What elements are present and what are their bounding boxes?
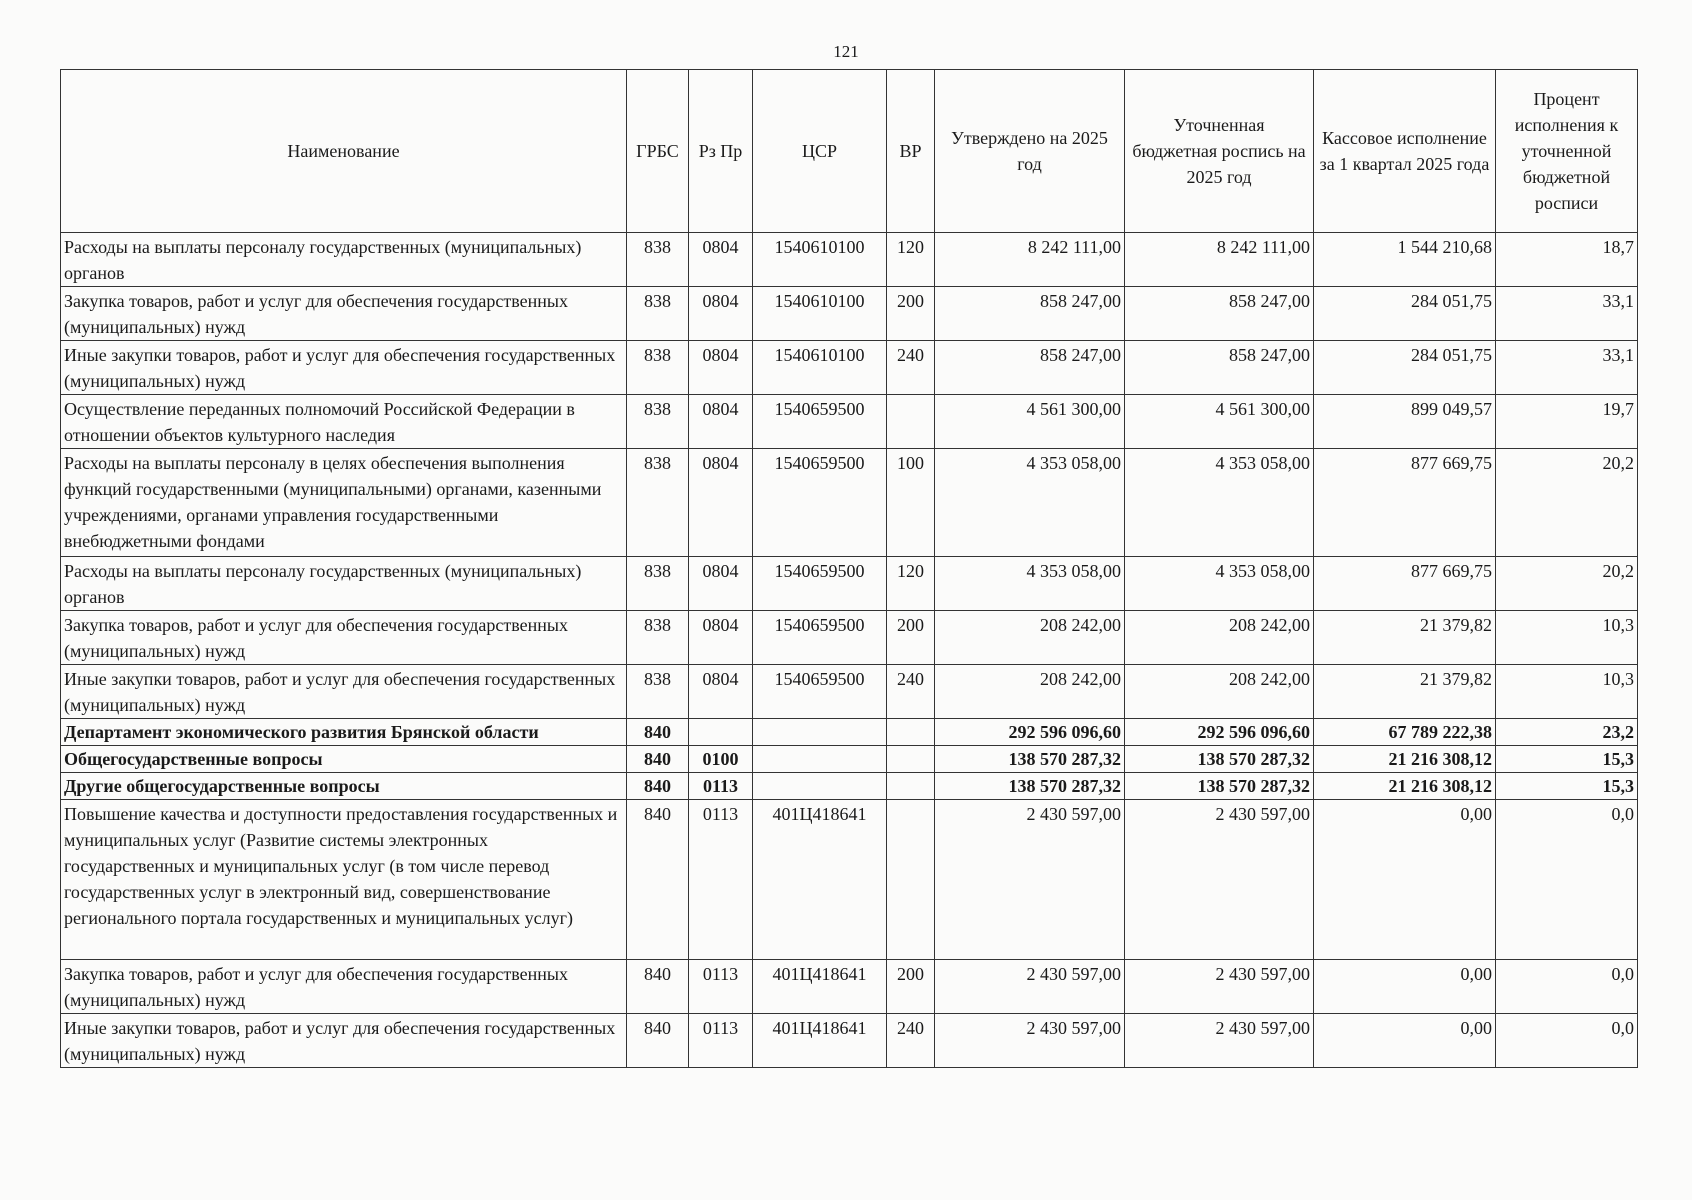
cell-approved: 4 353 058,00 xyxy=(935,557,1125,611)
cell-rzpr: 0113 xyxy=(689,773,753,800)
cell-rzpr xyxy=(689,719,753,746)
cell-vr: 200 xyxy=(887,960,935,1014)
header-percent: Процент исполнения к уточненной бюджетной росписи xyxy=(1496,70,1638,233)
cell-percent: 33,1 xyxy=(1496,287,1638,341)
header-csr: ЦСР xyxy=(753,70,887,233)
cell-refined: 2 430 597,00 xyxy=(1125,1014,1314,1068)
cell-rzpr: 0804 xyxy=(689,449,753,557)
cell-vr: 240 xyxy=(887,341,935,395)
cell-percent: 20,2 xyxy=(1496,449,1638,557)
table-row xyxy=(61,557,1638,611)
header-refined: Уточненная бюджетная роспись на 2025 год xyxy=(1125,70,1314,233)
cell-cash: 284 051,75 xyxy=(1314,341,1496,395)
cell-cash: 21 216 308,12 xyxy=(1314,746,1496,773)
cell-cash: 0,00 xyxy=(1314,1014,1496,1068)
cell-grbs: 840 xyxy=(627,719,689,746)
cell-cash: 21 379,82 xyxy=(1314,611,1496,665)
cell-rzpr: 0804 xyxy=(689,341,753,395)
cell-csr: 1540659500 xyxy=(753,449,887,557)
cell-approved: 292 596 096,60 xyxy=(935,719,1125,746)
cell-rzpr: 0804 xyxy=(689,287,753,341)
cell-cash: 21 379,82 xyxy=(1314,665,1496,719)
cell-name: Иные закупки товаров, работ и услуг для обеспечения государственных (муниципальных) нужд xyxy=(61,665,627,719)
cell-rzpr: 0804 xyxy=(689,611,753,665)
cell-refined: 2 430 597,00 xyxy=(1125,800,1314,960)
cell-name: Закупка товаров, работ и услуг для обеспечения государственных (муниципальных) нужд xyxy=(61,960,627,1014)
cell-vr: 200 xyxy=(887,287,935,341)
cell-refined: 138 570 287,32 xyxy=(1125,773,1314,800)
cell-grbs: 838 xyxy=(627,233,689,287)
cell-csr: 1540610100 xyxy=(753,233,887,287)
table-row xyxy=(61,449,1638,557)
cell-refined: 2 430 597,00 xyxy=(1125,960,1314,1014)
cell-rzpr: 0804 xyxy=(689,557,753,611)
cell-percent: 23,2 xyxy=(1496,719,1638,746)
cell-name: Закупка товаров, работ и услуг для обеспечения государственных (муниципальных) нужд xyxy=(61,611,627,665)
cell-rzpr: 0804 xyxy=(689,233,753,287)
cell-name: Расходы на выплаты персоналу в целях обеспечения выполнения функций государственными (муниципальными) органами, казенными учреждениями, органами управления государственными внебюджетными фондами xyxy=(61,449,627,557)
cell-approved: 8 242 111,00 xyxy=(935,233,1125,287)
page-number: 121 xyxy=(833,42,859,61)
header-row xyxy=(61,70,1638,233)
cell-grbs: 840 xyxy=(627,960,689,1014)
cell-grbs: 840 xyxy=(627,746,689,773)
cell-percent: 0,0 xyxy=(1496,1014,1638,1068)
cell-cash: 67 789 222,38 xyxy=(1314,719,1496,746)
cell-grbs: 838 xyxy=(627,287,689,341)
cell-name: Департамент экономического развития Брянской области xyxy=(61,719,627,746)
cell-refined: 138 570 287,32 xyxy=(1125,746,1314,773)
cell-percent: 33,1 xyxy=(1496,341,1638,395)
cell-refined: 292 596 096,60 xyxy=(1125,719,1314,746)
header-rzpr: Рз Пр xyxy=(689,70,753,233)
cell-cash: 1 544 210,68 xyxy=(1314,233,1496,287)
header-cash: Кассовое исполнение за 1 квартал 2025 года xyxy=(1314,70,1496,233)
cell-name: Закупка товаров, работ и услуг для обеспечения государственных (муниципальных) нужд xyxy=(61,287,627,341)
cell-grbs: 838 xyxy=(627,449,689,557)
cell-grbs: 838 xyxy=(627,665,689,719)
header-vr: ВР xyxy=(887,70,935,233)
cell-csr xyxy=(753,773,887,800)
cell-percent: 15,3 xyxy=(1496,773,1638,800)
table-row xyxy=(61,665,1638,719)
table-row xyxy=(61,233,1638,287)
cell-rzpr: 0113 xyxy=(689,1014,753,1068)
cell-name: Осуществление переданных полномочий Российской Федерации в отношении объектов культурного наследия xyxy=(61,395,627,449)
table-row xyxy=(61,746,1638,773)
cell-refined: 4 561 300,00 xyxy=(1125,395,1314,449)
cell-csr xyxy=(753,746,887,773)
cell-cash: 899 049,57 xyxy=(1314,395,1496,449)
cell-refined: 4 353 058,00 xyxy=(1125,557,1314,611)
cell-rzpr: 0804 xyxy=(689,395,753,449)
cell-rzpr: 0113 xyxy=(689,960,753,1014)
cell-csr: 1540610100 xyxy=(753,287,887,341)
cell-name: Расходы на выплаты персоналу государственных (муниципальных) органов xyxy=(61,557,627,611)
table-row xyxy=(61,800,1638,960)
table-row xyxy=(61,395,1638,449)
cell-vr xyxy=(887,719,935,746)
table-row xyxy=(61,960,1638,1014)
header-grbs: ГРБС xyxy=(627,70,689,233)
cell-percent: 10,3 xyxy=(1496,611,1638,665)
cell-approved: 2 430 597,00 xyxy=(935,1014,1125,1068)
budget-table xyxy=(60,69,1638,1068)
cell-csr: 401Ц418641 xyxy=(753,1014,887,1068)
cell-name: Общегосударственные вопросы xyxy=(61,746,627,773)
cell-vr: 240 xyxy=(887,665,935,719)
cell-cash: 877 669,75 xyxy=(1314,557,1496,611)
cell-refined: 858 247,00 xyxy=(1125,341,1314,395)
cell-rzpr: 0804 xyxy=(689,665,753,719)
cell-grbs: 840 xyxy=(627,800,689,960)
header-approved: Утверждено на 2025 год xyxy=(935,70,1125,233)
cell-cash: 0,00 xyxy=(1314,960,1496,1014)
cell-approved: 4 353 058,00 xyxy=(935,449,1125,557)
cell-csr: 1540659500 xyxy=(753,395,887,449)
cell-vr: 100 xyxy=(887,449,935,557)
cell-rzpr: 0113 xyxy=(689,800,753,960)
cell-approved: 208 242,00 xyxy=(935,665,1125,719)
cell-approved: 138 570 287,32 xyxy=(935,773,1125,800)
cell-grbs: 840 xyxy=(627,773,689,800)
cell-percent: 20,2 xyxy=(1496,557,1638,611)
cell-refined: 4 353 058,00 xyxy=(1125,449,1314,557)
cell-csr: 1540610100 xyxy=(753,341,887,395)
cell-approved: 4 561 300,00 xyxy=(935,395,1125,449)
cell-refined: 858 247,00 xyxy=(1125,287,1314,341)
cell-approved: 858 247,00 xyxy=(935,341,1125,395)
cell-refined: 208 242,00 xyxy=(1125,665,1314,719)
cell-cash: 284 051,75 xyxy=(1314,287,1496,341)
cell-cash: 877 669,75 xyxy=(1314,449,1496,557)
cell-percent: 0,0 xyxy=(1496,960,1638,1014)
cell-name: Повышение качества и доступности предоставления государственных и муниципальных услуг (Развитие системы электронных государственных и муниципальных услуг (в том числе перевод государственных услуг в электронный вид, совершенствование регионального портала государственных и муниципальных услуг) xyxy=(61,800,627,960)
cell-name: Иные закупки товаров, работ и услуг для обеспечения государственных (муниципальных) нужд xyxy=(61,341,627,395)
cell-vr xyxy=(887,746,935,773)
cell-approved: 858 247,00 xyxy=(935,287,1125,341)
table-row xyxy=(61,287,1638,341)
cell-refined: 8 242 111,00 xyxy=(1125,233,1314,287)
cell-cash: 0,00 xyxy=(1314,800,1496,960)
cell-percent: 19,7 xyxy=(1496,395,1638,449)
table-row xyxy=(61,611,1638,665)
cell-csr: 401Ц418641 xyxy=(753,800,887,960)
cell-vr xyxy=(887,395,935,449)
cell-cash: 21 216 308,12 xyxy=(1314,773,1496,800)
cell-name: Расходы на выплаты персоналу государственных (муниципальных) органов xyxy=(61,233,627,287)
cell-csr: 1540659500 xyxy=(753,665,887,719)
cell-grbs: 838 xyxy=(627,611,689,665)
cell-percent: 10,3 xyxy=(1496,665,1638,719)
cell-vr xyxy=(887,773,935,800)
cell-vr: 240 xyxy=(887,1014,935,1068)
table-row xyxy=(61,719,1638,746)
cell-grbs: 838 xyxy=(627,557,689,611)
cell-vr xyxy=(887,800,935,960)
cell-approved: 208 242,00 xyxy=(935,611,1125,665)
cell-vr: 200 xyxy=(887,611,935,665)
cell-percent: 0,0 xyxy=(1496,800,1638,960)
cell-name: Иные закупки товаров, работ и услуг для обеспечения государственных (муниципальных) нужд xyxy=(61,1014,627,1068)
cell-csr: 1540659500 xyxy=(753,557,887,611)
cell-rzpr: 0100 xyxy=(689,746,753,773)
table-row xyxy=(61,341,1638,395)
header-name: Наименование xyxy=(61,70,627,233)
cell-grbs: 838 xyxy=(627,395,689,449)
cell-name: Другие общегосударственные вопросы xyxy=(61,773,627,800)
cell-approved: 2 430 597,00 xyxy=(935,960,1125,1014)
cell-csr: 1540659500 xyxy=(753,611,887,665)
table-row xyxy=(61,773,1638,800)
cell-refined: 208 242,00 xyxy=(1125,611,1314,665)
cell-vr: 120 xyxy=(887,557,935,611)
cell-percent: 15,3 xyxy=(1496,746,1638,773)
cell-approved: 138 570 287,32 xyxy=(935,746,1125,773)
cell-grbs: 838 xyxy=(627,341,689,395)
cell-approved: 2 430 597,00 xyxy=(935,800,1125,960)
table-row xyxy=(61,1014,1638,1068)
cell-csr xyxy=(753,719,887,746)
cell-grbs: 840 xyxy=(627,1014,689,1068)
cell-csr: 401Ц418641 xyxy=(753,960,887,1014)
cell-percent: 18,7 xyxy=(1496,233,1638,287)
cell-vr: 120 xyxy=(887,233,935,287)
